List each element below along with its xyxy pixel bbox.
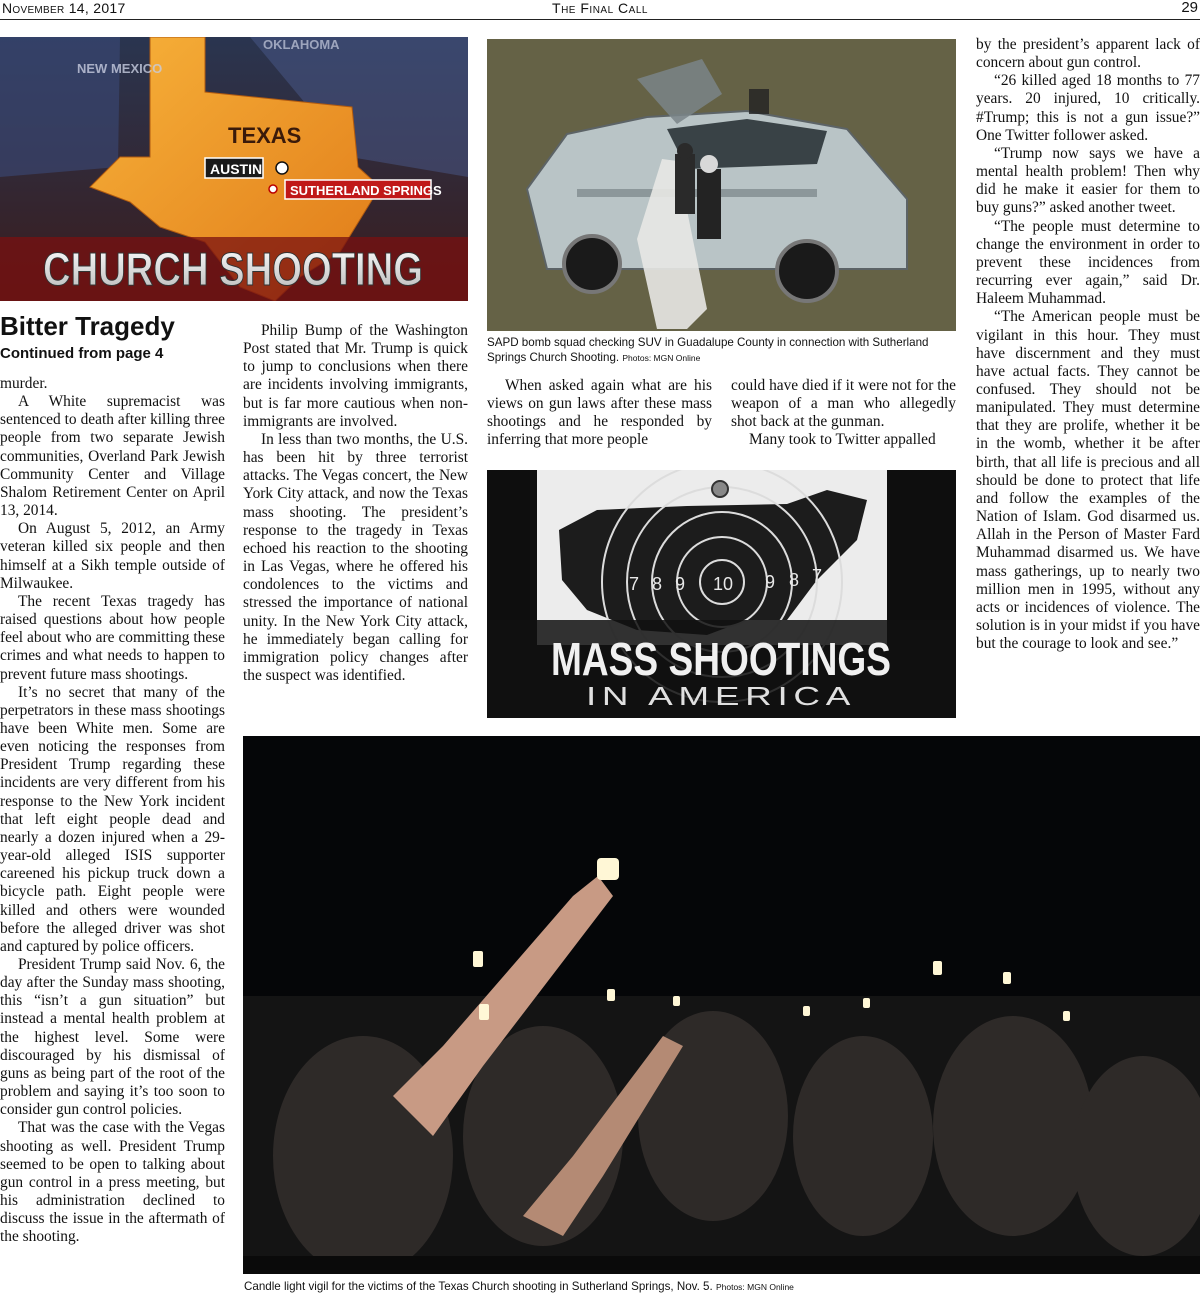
candle: [863, 998, 870, 1008]
suv-caption-text: SAPD bomb squad checking SUV in Guadalupe County in connection with Sutherland Springs Church Shooting.: [487, 336, 929, 364]
city-label-austin: AUSTIN: [210, 161, 263, 177]
candle: [673, 996, 680, 1006]
paragraph: “Trump now says we have a mental health problem! Then why did he make it easier for them to buy guns?” asked another tweet.: [976, 144, 1200, 217]
vigil-caption-text: Candle light vigil for the victims of the Texas Church shooting in Sutherland Springs, Nov. 5.: [244, 1280, 713, 1293]
article-column-4: [731, 377, 956, 450]
suv-caption-credit: Photos: MGN Online: [622, 353, 701, 363]
target-number: 7: [811, 566, 823, 586]
paragraph: “26 killed aged 18 months to 77 years. 20 injured, 10 critically. #Trump; this is not a gun issue?” One Twitter follower asked.: [976, 72, 1200, 144]
paragraph: When asked again what are his views on gun laws after these mass shootings and he responded by inferring that more people: [487, 377, 712, 449]
candle: [597, 858, 619, 880]
state-label-new-mexico: NEW MEXICO: [77, 61, 163, 76]
paragraph: That was the case with the Vegas shooting as well. President Trump seemed to be open to talking about gun control in a press meeting, but his administration declined to discuss the issue in the aftermath of the shooting.: [0, 1119, 225, 1246]
candle: [803, 1006, 810, 1016]
paragraph: The recent Texas tragedy has raised questions about how people feel about who are committing these crimes and what needs to happen to prevent future mass shootings.: [0, 592, 225, 683]
paragraph: It’s no secret that many of the perpetrators in these mass shootings have been White men. Some are even noticing the responses from President Trump regarding these incidents are very different from his response to the New York incident that left eight people dead and nearly a dozen injured when a 29-year-old alleged ISIS supporter careened his pickup truck down a bicycle path. Eight people were killed and others were wounded before the alleged driver was shot and captured by police officers.: [0, 683, 225, 955]
candle: [607, 989, 615, 1001]
graphic-title-mass-shootings: MASS SHOOTINGS: [551, 633, 891, 685]
article-headline: Bitter Tragedy: [0, 311, 175, 341]
target-number: 10: [712, 574, 734, 594]
target-number: 9: [674, 574, 686, 594]
article-column-1: [0, 375, 225, 1247]
article-column-2: [243, 322, 468, 685]
suv-photo-caption: [487, 335, 957, 366]
candle: [933, 961, 942, 975]
paragraph: In less than two months, the U.S. has been hit by three terrorist attacks. The Vegas concert, the New York City attack, and now the Texas mass shooting. The president’s response to the tragedy in Texas echoed his reaction to the shooting in Las Vegas, where he offered his condolences to the victims and stressed the importance of national unity. In the New York City attack, he immediately began calling for immigration policy changes after the suspect was identified.: [243, 430, 468, 684]
graphic-banner-church-shooting: CHURCH SHOOTING: [43, 243, 423, 295]
paragraph: “The American people must be vigilant in this hour. They must have discernment and they must have actual facts. They cannot be confused. They should not be manipulated. They must determine that they are prolife, whether it be in the womb, whether it be after birth, that all life is precious and all should be done to protect that life and follow the examples of the Nation of Islam. God disarmed us. Allah in the Person of Master Fard Muhammad disarmed us. We have mass gatherings, up to nearly two million men in 1995, without any acts or incidences of violence. The solution is in your midst if you have but the courage to look and see.”: [976, 308, 1200, 653]
target-number: 9: [764, 572, 776, 592]
candle: [1063, 1011, 1070, 1021]
bullet-hole-icon: [712, 481, 728, 497]
paragraph: Many took to Twitter appalled: [749, 431, 936, 449]
paragraph: Philip Bump of the Washington Post stated that Mr. Trump is quick to jump to conclusions when there are incidents involving immigrants, but is far more cautious when non-immigrants are involved.: [243, 322, 468, 430]
graphic-title-in-america: IN AMERICA: [586, 681, 856, 711]
paragraph: On August 5, 2012, an Army veteran killed six people and then himself at a Sikh temple outside of Milwaukee.: [0, 520, 225, 592]
target-number: 8: [788, 570, 800, 590]
masthead: [0, 0, 1200, 20]
paragraph: “The people must determine to change the environment in order to prevent these incidences from recurring ever again,” said Dr. Haleem Muhammad.: [976, 217, 1200, 308]
city-label-sutherland-springs: SUTHERLAND SPRINGS: [290, 183, 442, 198]
candle: [479, 1004, 489, 1020]
state-label-oklahoma: OKLAHOMA: [263, 37, 340, 52]
wheel-front: [564, 236, 620, 292]
paragraph: President Trump said Nov. 6, the day after the Sunday mass shooting, this “isn’t a gun situation” but instead a mental health problem at the highest level. Some were discouraged by his dismissal of guns as being part of the root of the problem and saying it’s too soon to consider gun control policies.: [0, 956, 225, 1119]
paragraph: murder.: [0, 375, 48, 392]
candle: [473, 951, 483, 967]
paragraph: could have died if it were not for the weapon of a man who allegedly shot back at the gunman.: [731, 377, 956, 431]
candle: [1003, 972, 1011, 984]
location-marker-icon: [269, 185, 277, 193]
vigil-caption-credit: Photos: MGN Online: [715, 1282, 794, 1292]
suv-photo: [487, 39, 956, 331]
continued-from-line: Continued from page 4: [0, 345, 164, 362]
mass-shootings-graphic: [487, 470, 956, 718]
state-label-texas: TEXAS: [228, 123, 302, 148]
newspaper-name: The Final Call: [552, 0, 648, 16]
target-number: 7: [628, 574, 640, 594]
paragraph: A White supremacist was sentenced to death after killing three people from two separate Jewish communities, Overland Park Jewish Community Center and Village Shalom Retirement Center on April 13, 2014.: [0, 393, 225, 520]
issue-date: November 14, 2017: [2, 0, 126, 16]
star-icon: [276, 162, 288, 174]
article-column-3: [487, 377, 712, 450]
wheel-rear: [777, 241, 837, 301]
paragraph: by the president’s apparent lack of concern about gun control.: [976, 36, 1200, 72]
vigil-photo: [243, 736, 1200, 1274]
target-number: 8: [651, 574, 663, 594]
article-column-5: [976, 36, 1200, 653]
vigil-photo-caption: [244, 1279, 1200, 1295]
page-number: 29: [1181, 0, 1198, 16]
church-shooting-graphic: [0, 37, 468, 301]
